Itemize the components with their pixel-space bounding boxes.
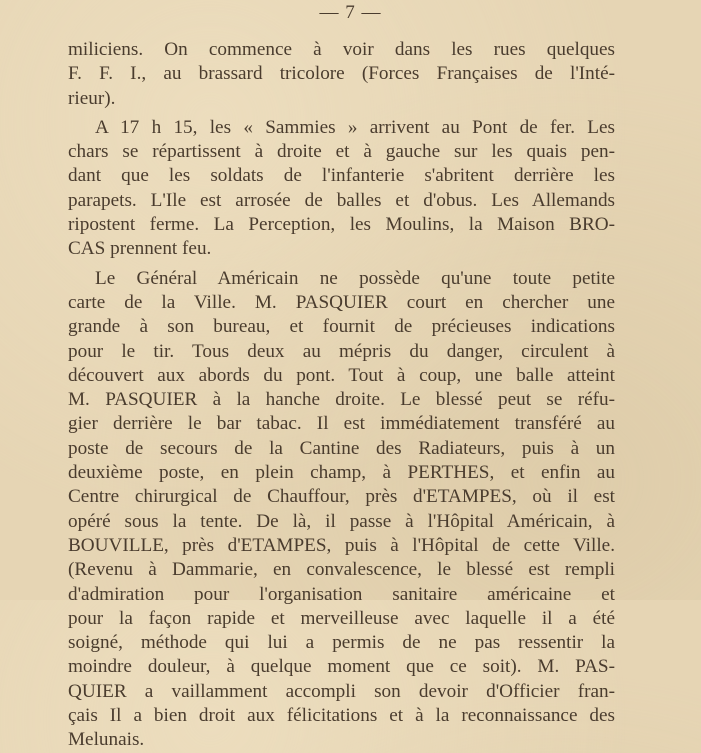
text-line: miliciens. On commence à voir dans les rues quelques — [68, 39, 615, 60]
text-line: ripostent ferme. La Perception, les Moulins, la Maison BRO- — [68, 214, 615, 236]
text-line: M. PASQUIER à la hanche droite. Le blessé peut se réfu- — [68, 389, 615, 411]
text-line: soigné, méthode qui lui a permis de ne pas ressentir la — [68, 632, 615, 654]
text-line: CAS prennent feu. — [68, 238, 212, 260]
text-line: Centre chirurgical de Chauffour, près d'ETAMPES, où il est — [68, 486, 615, 508]
text-line: deuxième poste, en plein champ, à PERTHES, et enfin au — [68, 462, 615, 484]
page-number: — 7 — — [319, 2, 382, 23]
text-line: découvert aux abords du pont. Tout à coup, une balle atteint — [68, 364, 615, 386]
text-line: (Revenu à Dammarie, en convalescence, le blessé est rempli — [68, 559, 615, 581]
paragraph-3 — [68, 267, 615, 753]
text-line: poste de secours de la Cantine des Radiateurs, puis à un — [68, 437, 615, 459]
text-line: gier derrière le bar tabac. Il est immédiatement transféré au — [68, 413, 615, 435]
text-line: carte de la Ville. M. PASQUIER court en chercher une — [68, 291, 615, 313]
text-line: chars se répartissent à droite et à gauche sur les quais pen- — [68, 141, 615, 163]
text-line: d'admiration pour l'organisation sanitaire américaine et — [68, 583, 615, 605]
text-line: dant que les soldats de l'infanterie s'abritent derrière les — [68, 165, 615, 187]
text-line: grande à son bureau, et fournit de précieuses indications — [68, 316, 615, 338]
text-line: opéré sous la tente. De là, il passe à l'Hôpital Américain, à — [68, 510, 615, 532]
text-line: rieur). — [68, 87, 116, 109]
text-line: parapets. L'Ile est arrosée de balles et d'obus. Les Allemands — [68, 189, 615, 211]
text-line: QUIER a vaillamment accompli son devoir d'Officier fran- — [68, 680, 615, 702]
text-line: Melunais. — [68, 729, 145, 751]
paragraph-1 — [68, 38, 615, 111]
text-line: F. F. I., au brassard tricolore (Forces Françaises de l'Inté- — [68, 63, 615, 85]
text-line: Le Général Américain ne possède qu'une toute petite — [95, 267, 615, 289]
paragraph-2 — [68, 116, 615, 262]
text-line: A 17 h 15, les « Sammies » arrivent au Pont de fer. Les — [95, 116, 615, 138]
text-line: moindre douleur, à quelque moment que ce soit). M. PAS- — [68, 656, 615, 678]
text-line: çais Il a bien droit aux félicitations et à la reconnaissance des — [68, 705, 615, 727]
text-line: BOUVILLE, près d'ETAMPES, puis à l'Hôpital de cette Ville. — [68, 534, 615, 556]
body-text — [68, 38, 615, 753]
text-line: pour le tir. Tous deux au mépris du danger, circulent à — [68, 340, 615, 362]
text-line: pour la façon rapide et merveilleuse avec laquelle il a été — [68, 607, 615, 629]
